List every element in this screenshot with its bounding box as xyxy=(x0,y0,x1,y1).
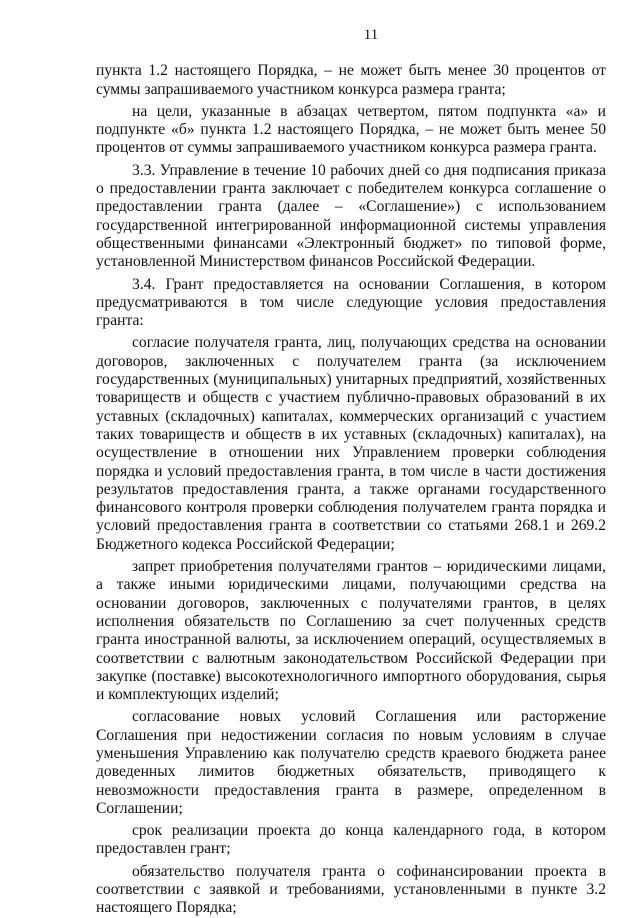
paragraph-new-conditions: согласование новых условий Соглашения или расторжение Соглашения при недостижении согласия по новым условиям в случае уменьшения Управлению как получателю средств краевого бюджета ранее доведенных лимитов бюджетных обязательств, приводящего к невозможности предоставления гранта в размере, определенном в Соглашении; xyxy=(96,708,606,817)
paragraph-continuation: пункта 1.2 настоящего Порядка, – не может быть менее 30 процентов от суммы запрашиваемого участником конкурса размера гранта; xyxy=(96,62,606,98)
paragraph-3-3: 3.3. Управление в течение 10 рабочих дней со дня подписания приказа о предоставлении гранта заключает с победителем конкурса соглашение о предоставлении гранта (далее – «Соглашение») с использованием государственной интегрированной информационной системы управления общественными финансами «Электронный бюджет» по типовой форме, установленной Министерством финансов Российской Федерации. xyxy=(96,161,606,271)
paragraph-project-term: срок реализации проекта до конца календарного года, в котором предоставлен грант; xyxy=(96,822,606,858)
paragraph-50-percent: на цели, указанные в абзацах четвертом, пятом подпункта «а» и подпункте «б» пункта 1.2 настоящего Порядка, – не может быть менее 50 процентов от суммы запрашиваемого участником конкурса размера гранта. xyxy=(96,102,606,157)
paragraph-cofinancing: обязательство получателя гранта о софинансировании проекта в соответствии с заявкой и требованиями, установленными в пункте 3.2 настоящего Порядка; xyxy=(96,862,606,917)
paragraph-consent: согласие получателя гранта, лиц, получающих средства на основании договоров, заключенных с получателем гранта (за исключением государственных (муниципальных) унитарных предприятий, хозяйственных товариществ и обществ с участием публично-правовых образований в их уставных (складочных) капиталах, коммерческих организаций с участием таких товариществ и обществ в их уставных (складочных) капиталах), на осуществление в отношении них Управлением проверки соблюдения порядка и условий предоставления гранта, в том числе в части достижения результатов предоставления гранта, а также органами государственного финансового контроля проверки соблюдения получателем гранта порядка и условий предоставления гранта в соответствии со статьями 268.1 и 269.2 Бюджетного кодекса Российской Федерации; xyxy=(96,334,606,553)
paragraph-currency-ban: запрет приобретения получателями грантов – юридическими лицами, а также иными юридическими лицами, получающими средства на основании договоров, заключенных с получателями грантов, в целях исполнения обязательств по Соглашению за счет полученных средств гранта иностранной валюты, за исключением операций, осуществляемых в соответствии с валютным законодательством Российской Федерации при закупке (поставке) высокотехнологичного импортного оборудования, сырья и комплектующих изделий; xyxy=(96,558,606,704)
page-number: 11 xyxy=(363,27,379,43)
paragraph-3-4: 3.4. Грант предоставляется на основании Соглашения, в котором предусматриваются в том числе следующие условия предоставления гранта: xyxy=(96,275,606,330)
